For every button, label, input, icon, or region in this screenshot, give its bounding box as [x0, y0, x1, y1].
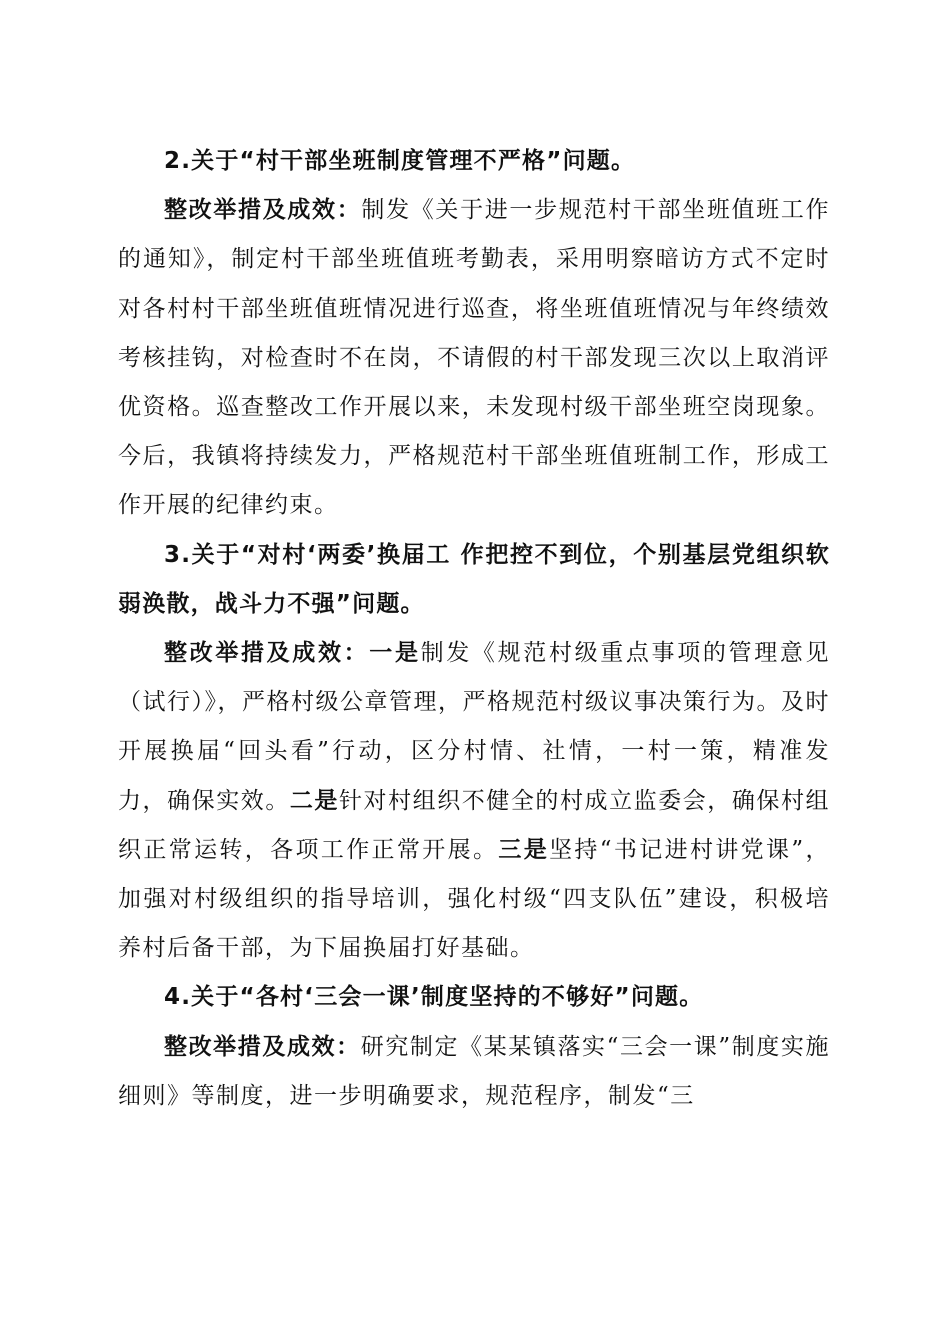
section-3-point3-text: 坚持“书记进村讲党课”，加强对村级组织的指导培训，强化村级“四支队伍”建设，积极培养村后备干部，为下届换届打好基础。 [118, 836, 830, 962]
section-3-point1-label: 一是 [369, 640, 421, 667]
section-4-paragraph [118, 1023, 830, 1121]
section-3-heading: 3.关于“对村‘两委’换届工 作把控不到位，个别基层党组织软弱涣散，战斗力不强”问题。 [118, 541, 830, 617]
section-2-heading: 2.关于“村干部坐班制度管理不严格”问题。 [164, 148, 636, 174]
section-3-point1-text: 制发《规范村级重点事项的管理意见（试行）》，严格村级公章管理，严格规范村级议事决策行为。及时开展换届“回头看”行动，区分村情、社情，一村一策，精准发力，确保实效。 [118, 640, 831, 814]
section-3-point3-label: 三是 [498, 836, 550, 863]
section-2-paragraph [118, 186, 830, 530]
document-page [118, 137, 830, 1121]
section-3-point2-label: 二是 [289, 787, 339, 814]
section-4-heading: 4.关于“各村‘三会一课’制度坚持的不够好”问题。 [164, 984, 704, 1011]
section-4-lead: 整改举措及成效： [164, 1033, 361, 1060]
section-2-lead: 整改举措及成效： [164, 197, 362, 224]
section-3-point2-text: 针对村组织不健全的村成立监委会，确保村组织正常运转，各项工作正常开展。 [118, 787, 831, 863]
section-3-lead: 整改举措及成效： [164, 640, 370, 667]
section-4-body: 研究制定《某某镇落实“三会一课”制度实施细则》等制度，进一步明确要求，规范程序，制发“三 [118, 1033, 830, 1109]
section-2-body: 制发《关于进一步规范村干部坐班值班工作的通知》，制定村干部坐班值班考勤表，采用明察暗访方式不定时对各村村干部坐班值班情况进行巡查，将坐班值班情况与年终绩效考核挂钩，对检查时不在岗，不请假的村干部发现三次以上取消评优资格。巡查整改工作开展以来，未发现村级干部坐班空岗现象。今后，我镇将持续发力，严格规范村干部坐班值班制工作，形成工作开展的纪律约束。 [118, 197, 831, 519]
section-3-paragraph [118, 629, 830, 973]
